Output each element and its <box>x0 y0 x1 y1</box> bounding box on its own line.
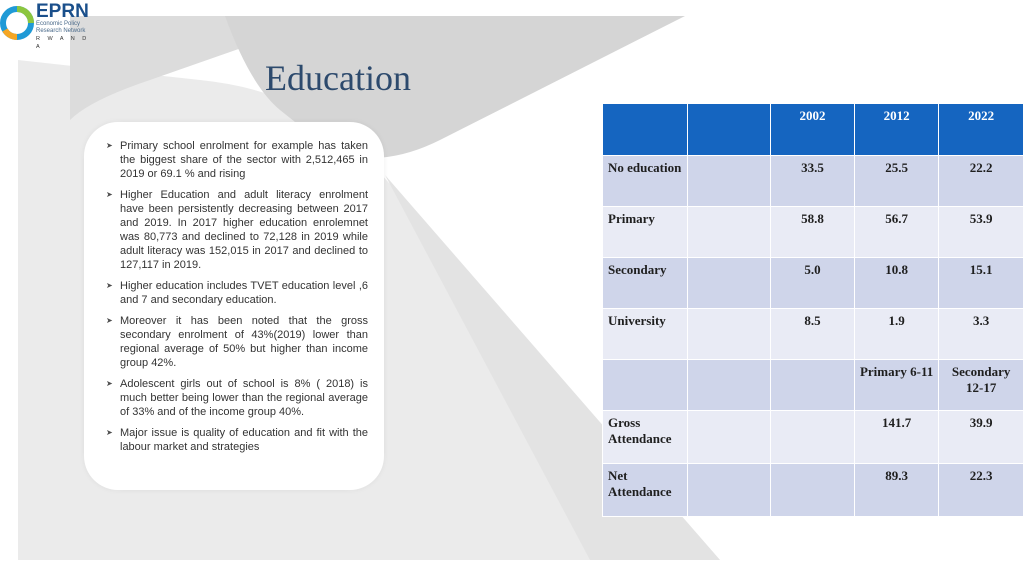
table-cell: 1.9 <box>854 309 938 360</box>
table-header-cell: 2012 <box>854 104 938 156</box>
logo-sub2: Research Network <box>36 28 86 34</box>
table-cell: 22.2 <box>939 156 1024 207</box>
logo-text <box>36 2 95 51</box>
bullet-text: Higher Education and adult literacy enrolment have been persistently decreasing between 2017 and 2019. In 2017 higher education enrolemnet was 80,773 and declined to 72,128 in 2019 while adult literacy was 152,015 in 2017 and declined to 127,117 in 2019. <box>120 189 368 271</box>
table-cell: No education <box>603 156 688 207</box>
table-cell <box>771 360 855 411</box>
table-cell: 5.0 <box>771 258 855 309</box>
table-cell: 8.5 <box>771 309 855 360</box>
table-row <box>603 207 1024 258</box>
bullet-item <box>106 426 368 454</box>
bullet-item <box>106 279 368 307</box>
table-cell <box>687 207 770 258</box>
bullet-item <box>106 377 368 419</box>
table-header-cell <box>603 104 688 156</box>
bullet-item <box>106 188 368 272</box>
table-cell <box>687 156 770 207</box>
logo-mark-icon <box>0 0 36 46</box>
table-cell: 22.3 <box>939 464 1024 517</box>
table-row <box>603 156 1024 207</box>
bullet-text: Major issue is quality of education and fit with the labour market and strategies <box>120 427 368 453</box>
table-cell <box>687 411 770 464</box>
table-header-cell: 2002 <box>771 104 855 156</box>
table-header-row <box>603 104 1024 156</box>
bullet-list <box>106 139 368 461</box>
table-cell: Secondary 12-17 <box>939 360 1024 411</box>
arrow-bullet-icon: ➤ <box>106 428 113 437</box>
slide-title: Education <box>265 58 411 98</box>
table-row <box>603 411 1024 464</box>
table-cell: 56.7 <box>854 207 938 258</box>
arrow-bullet-icon: ➤ <box>106 141 113 150</box>
table-cell: 10.8 <box>854 258 938 309</box>
logo <box>0 0 95 48</box>
table-cell: 53.9 <box>939 207 1024 258</box>
table-cell: 15.1 <box>939 258 1024 309</box>
table-row <box>603 464 1024 517</box>
table-header-cell: 2022 <box>939 104 1024 156</box>
table-cell: Gross Attendance <box>603 411 688 464</box>
table-cell: 25.5 <box>854 156 938 207</box>
table-cell <box>771 464 855 517</box>
table-row <box>603 309 1024 360</box>
bullet-item <box>106 139 368 181</box>
logo-sub1: Economic Policy <box>36 21 81 27</box>
table-cell: Primary <box>603 207 688 258</box>
arrow-bullet-icon: ➤ <box>106 281 113 290</box>
table-cell: 58.8 <box>771 207 855 258</box>
table-cell <box>603 360 688 411</box>
table-cell <box>687 258 770 309</box>
education-table <box>602 103 1024 517</box>
table-cell <box>687 464 770 517</box>
table-cell: 141.7 <box>854 411 938 464</box>
bullet-item <box>106 314 368 370</box>
table-cell <box>771 411 855 464</box>
table-cell: Net Attendance <box>603 464 688 517</box>
table-cell: 89.3 <box>854 464 938 517</box>
arrow-bullet-icon: ➤ <box>106 379 113 388</box>
arrow-bullet-icon: ➤ <box>106 190 113 199</box>
table-header-cell <box>687 104 770 156</box>
bullet-text: Adolescent girls out of school is 8% ( 2018) is much better being lower than the regional average of 33% and of the income group 40%. <box>120 378 368 418</box>
logo-country: R W A N D A <box>36 36 90 50</box>
bullet-text: Higher education includes TVET education level ,6 and 7 and secondary education. <box>120 280 368 306</box>
table-cell <box>687 360 770 411</box>
table-row <box>603 360 1024 411</box>
table-cell: University <box>603 309 688 360</box>
arrow-bullet-icon: ➤ <box>106 316 113 325</box>
table-cell: 33.5 <box>771 156 855 207</box>
table-cell <box>687 309 770 360</box>
logo-name: EPRN <box>36 1 89 22</box>
table-cell: Primary 6-11 <box>854 360 938 411</box>
table-cell: 39.9 <box>939 411 1024 464</box>
table-row <box>603 258 1024 309</box>
bullet-text: Moreover it has been noted that the gross secondary enrolment of 43%(2019) lower than regional average of 50% but higher than income group 42%. <box>120 315 368 369</box>
table-cell: 3.3 <box>939 309 1024 360</box>
table-cell: Secondary <box>603 258 688 309</box>
bullet-text: Primary school enrolment for example has taken the biggest share of the sector with 2,512,465 in 2019 or 69.1 % and rising <box>120 140 368 180</box>
